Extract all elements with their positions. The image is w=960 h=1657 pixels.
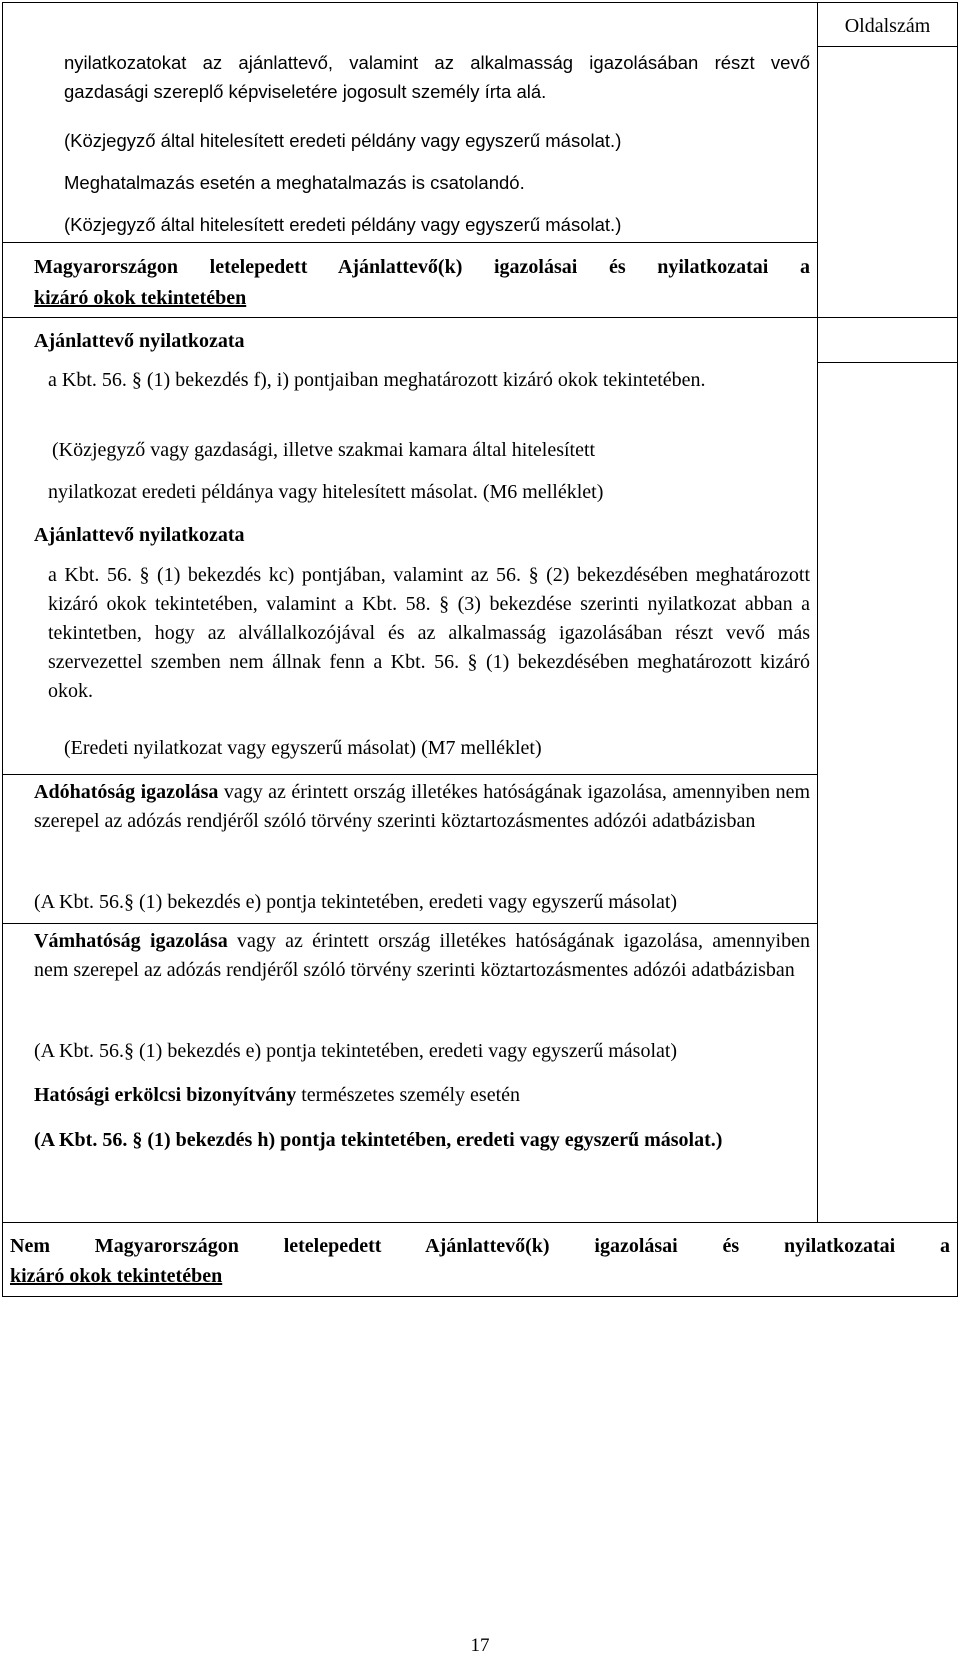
customs-certificate-title: Vámhatóság igazolása (34, 930, 228, 952)
foreign-heading-underlined-text: kizáró okok tekintetében (10, 1265, 223, 1287)
tax-certificate (34, 778, 810, 836)
notary-note-2: (Közjegyző által hitelesített eredeti példány vagy egyszerű másolat.) (64, 214, 622, 235)
declaration-2-body: a Kbt. 56. § (1) bekezdés kc) pontjában, valamint az 56. § (2) bekezdésében meghatározott kizáró okok tekintetében, valamint a Kbt. 58. § (3) bekezdése szerinti nyilatkozat abban a tekintetben, hogy az alvállalkozójával és az alkalmasság igazolásában részt vevő más szervezettel szemben nem állnak fenn a Kbt. 56. § (1) bekezdésében meghatározott kizáró okok. (48, 564, 810, 702)
notary-note-1: (Közjegyző által hitelesített eredeti példány vagy egyszerű másolat.) (64, 130, 622, 151)
criminal-record-note: (A Kbt. 56. § (1) bekezdés h) pontja tekintetében, eredeti vagy egyszerű másolat.) (34, 1129, 723, 1151)
page-number: 17 (470, 1635, 490, 1656)
customs-certificate (34, 927, 810, 985)
declaration-1-note-line-1: (Közjegyző vagy gazdasági, illetve szakmai kamara által hitelesített (52, 439, 596, 461)
criminal-record (34, 1081, 810, 1110)
criminal-record-title: Hatósági erkölcsi bizonyítvány (34, 1084, 297, 1106)
power-of-attorney-note: Meghatalmazás esetén a meghatalmazás is csatolandó. (64, 172, 525, 193)
section-heading-hungarian (34, 253, 810, 282)
section-heading-foreign-underlined (10, 1262, 950, 1291)
declaration-2-note: (Eredeti nyilatkozat vagy egyszerű másolat) (M7 melléklet) (64, 737, 542, 759)
section-heading-hungarian-underlined (34, 284, 810, 313)
heading-underlined-text: kizáró okok tekintetében (34, 287, 247, 309)
heading-text: Magyarországon letelepedett Ajánlattevő(k) igazolásai és nyilatkozatai a (34, 256, 810, 278)
declaration-1-body: a Kbt. 56. § (1) bekezdés f), i) pontjaiban meghatározott kizáró okok tekintetében. (48, 369, 706, 391)
tax-certificate-title: Adóhatóság igazolása (34, 781, 219, 803)
foreign-heading-text: Nem Magyarországon letelepedett Ajánlattevő(k) igazolásai és nyilatkozatai a (10, 1235, 950, 1257)
criminal-record-text: természetes személy esetén (296, 1084, 521, 1106)
declaration-1-title: Ajánlattevő nyilatkozata (34, 330, 245, 352)
tax-certificate-text: vagy az érintett ország illetékes hatóságának igazolása, amennyiben nem szerepel az adózás rendjéről szóló törvény szerinti köztartozásmentes adózói adatbázisban (34, 781, 811, 832)
declaration-2-title: Ajánlattevő nyilatkozata (34, 524, 245, 546)
declaration-1-note-line-2: nyilatkozat eredeti példánya vagy hitelesített másolat. (M6 melléklet) (48, 481, 604, 503)
customs-certificate-note: (A Kbt. 56.§ (1) bekezdés e) pontja tekintetében, eredeti vagy egyszerű másolat) (34, 1040, 678, 1062)
customs-certificate-text: vagy az érintett ország illetékes hatóságának igazolása, amennyiben nem szerepel az adózás rendjéről szóló törvény szerinti köztartozásmentes adózói adatbázisban (34, 930, 810, 981)
section-heading-foreign (10, 1232, 950, 1261)
signatory-statement: nyilatkozatokat az ajánlattevő, valamint az alkalmasság igazolásában részt vevő gazdasági szereplő képviseletére jogosult személy írta alá. (64, 52, 810, 102)
tax-certificate-note: (A Kbt. 56.§ (1) bekezdés e) pontja tekintetében, eredeti vagy egyszerű másolat) (34, 891, 678, 913)
page-number-column-header: Oldalszám (844, 15, 931, 37)
